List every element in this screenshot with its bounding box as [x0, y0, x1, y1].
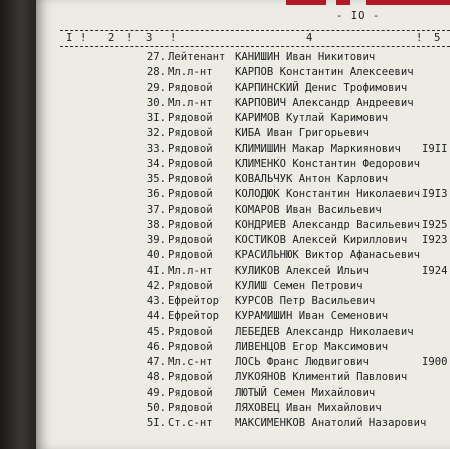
table-row: [36, 158, 450, 172]
table-row: [36, 51, 450, 65]
row-rank: Рядовой: [168, 279, 213, 292]
table-row: [36, 143, 450, 157]
row-rank: Рядовой: [168, 234, 213, 246]
row-full-name: ЛЕБЕДЕВ Александр Николаевич: [235, 325, 414, 338]
table-row: [36, 66, 450, 80]
row-rank: Ефрейтор: [168, 295, 220, 307]
row-full-name: КОМАРОВ Иван Васильевич: [235, 203, 382, 216]
row-rank: Мл.с-нт: [168, 356, 213, 368]
row-number: 4I.: [146, 264, 166, 277]
row-number: 27.: [146, 51, 166, 63]
table-row: [36, 82, 450, 96]
row-full-name: ЛИВЕНЦОВ Егор Максимович: [235, 340, 389, 353]
row-number: 39.: [146, 234, 166, 246]
row-rank: Лейтенант: [168, 51, 226, 63]
row-number: 46.: [146, 340, 166, 353]
row-full-name: КОСТИКОВ Алексей Кириллович: [235, 234, 408, 246]
table-row: [36, 356, 450, 370]
row-full-name: КЛИМЕНКО Константин Федорович: [235, 157, 420, 170]
column-header-5: 5: [434, 32, 441, 44]
red-stripe: [286, 0, 326, 5]
table-row: [36, 295, 450, 309]
row-number: 49.: [146, 386, 166, 399]
row-full-name: КУЛИКОВ Алексей Ильич: [235, 264, 369, 277]
table-row: [36, 341, 450, 355]
row-full-name: ЛУКОЯНОВ Климентий Павлович: [235, 371, 408, 384]
row-rank: Мл.л-нт: [168, 96, 213, 109]
row-full-name: КУРАМИШИН Иван Семенович: [235, 310, 389, 323]
row-rank: Рядовой: [168, 325, 213, 338]
column-header-4: 4: [306, 32, 313, 44]
row-number: 47.: [146, 356, 166, 368]
row-full-name: КОВАЛЬЧУК Антон Карлович: [235, 173, 389, 185]
row-rank: Ефрейтор: [168, 310, 220, 323]
row-full-name: КАРПИНСКИЙ Денис Трофимович: [235, 81, 408, 94]
row-rank: Рядовой: [168, 203, 213, 216]
row-number: 36.: [146, 188, 166, 201]
row-number: 34.: [146, 157, 166, 170]
row-full-name: КЛИМИШИН Макар Маркиянович: [235, 142, 401, 155]
row-rank: Мл.л-нт: [168, 66, 213, 79]
table-row: [36, 265, 450, 279]
book-binding: [0, 0, 38, 449]
row-full-name: КУРСОВ Петр Васильевич: [235, 295, 376, 307]
row-number: 33.: [146, 142, 166, 155]
row-rank: Рядовой: [168, 81, 213, 94]
row-number: 28.: [146, 66, 166, 79]
row-number: 43.: [146, 295, 166, 307]
row-birth-year: I9II: [422, 142, 448, 155]
row-number: 35.: [146, 173, 166, 185]
document-page: [36, 0, 450, 449]
table-row: [36, 249, 450, 263]
row-number: 3I.: [146, 112, 166, 124]
table-row: [36, 326, 450, 340]
row-rank: Рядовой: [168, 218, 213, 231]
row-rank: Мл.л-нт: [168, 264, 213, 277]
row-full-name: КИБА Иван Григорьевич: [235, 127, 369, 140]
row-number: 44.: [146, 310, 166, 323]
row-full-name: КАРПОВИЧ Александр Андреевич: [235, 96, 414, 109]
row-number: 42.: [146, 279, 166, 292]
column-divider: !: [126, 32, 133, 44]
table-row: [36, 234, 450, 248]
row-number: 38.: [146, 218, 166, 231]
row-number: 45.: [146, 325, 166, 338]
row-rank: Рядовой: [168, 173, 213, 185]
row-full-name: ЛЮТЫЙ Семен Михайлович: [235, 386, 376, 399]
row-rank: Рядовой: [168, 112, 213, 124]
column-divider: !: [416, 32, 423, 44]
column-header-3: 3: [146, 32, 153, 44]
row-birth-year: I9I3: [422, 188, 448, 201]
column-divider: !: [170, 32, 177, 44]
row-birth-year: I900: [422, 356, 448, 368]
table-row: [36, 402, 450, 416]
row-rank: Рядовой: [168, 188, 213, 201]
row-number: 48.: [146, 371, 166, 384]
row-full-name: КУЛИШ Семен Петрович: [235, 279, 363, 292]
row-birth-year: I923: [422, 234, 448, 246]
row-full-name: МАКСИМЕНКОВ Анатолий Назарович: [235, 417, 427, 429]
column-header-2: 2: [108, 32, 115, 44]
red-stripe: [366, 0, 450, 5]
row-birth-year: I925: [422, 218, 448, 231]
table-row: [36, 371, 450, 385]
row-full-name: КОНДРИЕВ Александр Васильевич: [235, 218, 420, 231]
table-row: [36, 188, 450, 202]
row-rank: Рядовой: [168, 142, 213, 155]
table-row: [36, 204, 450, 218]
table-row: [36, 173, 450, 187]
row-rank: Ст.с-нт: [168, 417, 213, 429]
row-number: 5I.: [146, 417, 166, 429]
page-number: - IO -: [336, 10, 381, 22]
row-rank: Рядовой: [168, 401, 213, 414]
row-birth-year: I924: [422, 264, 448, 277]
table-row: [36, 127, 450, 141]
table-row: [36, 417, 450, 431]
row-full-name: КОЛОДЮК Константин Николаевич: [235, 188, 420, 201]
row-rank: Рядовой: [168, 340, 213, 353]
row-number: 29.: [146, 81, 166, 94]
table-row: [36, 219, 450, 233]
row-full-name: КАРИМОВ Кутлай Каримович: [235, 112, 389, 124]
row-rank: Рядовой: [168, 371, 213, 384]
row-number: 50.: [146, 401, 166, 414]
row-number: 32.: [146, 127, 166, 140]
row-full-name: КРАСИЛЬНЮК Виктор Афанасьевич: [235, 249, 420, 262]
row-rank: Рядовой: [168, 127, 213, 140]
row-full-name: КАНИШИН Иван Никитович: [235, 51, 376, 63]
row-full-name: ЛЯХОВЕЦ Иван Михайлович: [235, 401, 382, 414]
row-full-name: ЛОСЬ Франс Людвигович: [235, 356, 369, 368]
table-row: [36, 310, 450, 324]
row-full-name: КАРПОВ Константин Алексеевич: [235, 66, 414, 79]
row-rank: Рядовой: [168, 157, 213, 170]
table-row: [36, 97, 450, 111]
table-row: [36, 387, 450, 401]
table-row: [36, 280, 450, 294]
row-number: 30.: [146, 96, 166, 109]
red-stripe: [336, 0, 350, 5]
header-top-rule: [60, 30, 450, 31]
row-number: 37.: [146, 203, 166, 216]
row-rank: Рядовой: [168, 249, 213, 262]
table-row: [36, 112, 450, 126]
row-number: 40.: [146, 249, 166, 262]
column-header-1: I: [66, 32, 73, 44]
row-rank: Рядовой: [168, 386, 213, 399]
header-bottom-rule: [60, 46, 450, 47]
column-divider: !: [80, 32, 87, 44]
